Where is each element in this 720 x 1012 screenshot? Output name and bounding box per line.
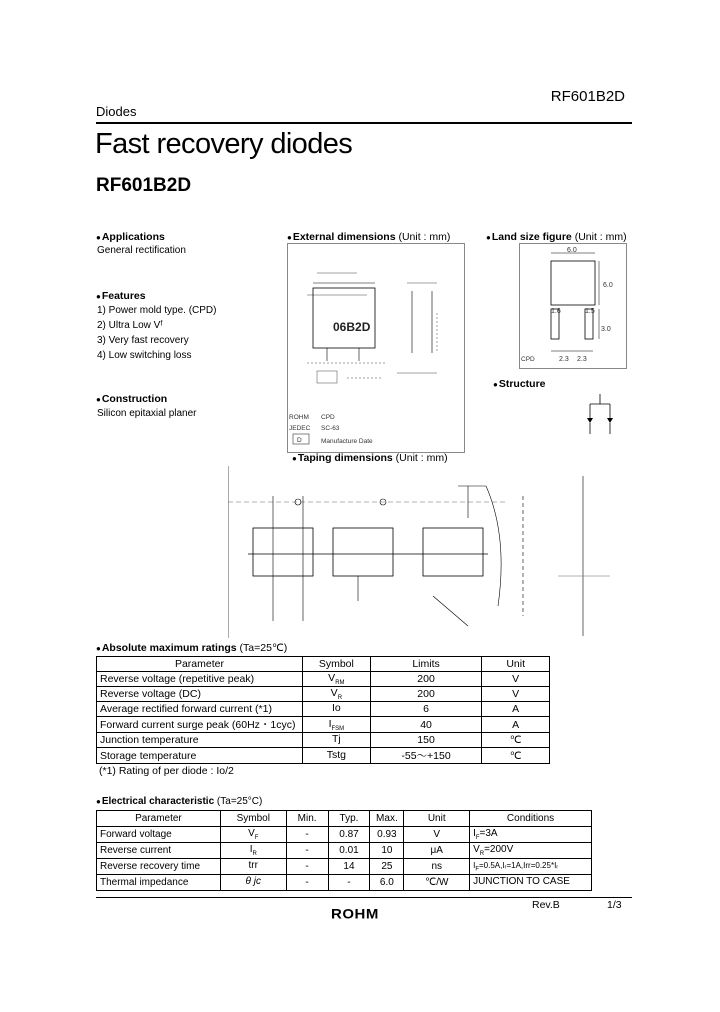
land-pad-width: 1.6	[551, 308, 561, 315]
land-bottom-right: 2.3	[577, 356, 587, 363]
land-pad-height: 3.0	[601, 326, 611, 333]
rohm-logo: ROHM	[331, 906, 379, 923]
elec-header-max: Max.	[370, 811, 404, 827]
applications-heading: ● Applications	[96, 231, 165, 243]
rohm-value: CPD	[321, 414, 335, 421]
table-row: Junction temperature Tj 150 ℃	[97, 733, 550, 748]
land-size-drawing	[519, 243, 627, 369]
rohm-label: ROHM	[289, 414, 309, 421]
date-label: Manufacture Date	[321, 438, 373, 445]
land-package: CPD	[521, 356, 535, 363]
elec-header-conditions: Conditions	[470, 811, 592, 827]
abs-max-header-parameter: Parameter	[97, 657, 303, 672]
table-row: Reverse recovery time trr - 14 25 ns $I_F=0.5A,Iᵣ=1A,Irr=0.25*Iᵣ$	[97, 859, 592, 875]
header-rule	[96, 122, 632, 124]
package-marking: 06B2D	[333, 320, 371, 334]
table-row: Reverse current $I_R$ - 0.01 10 μA $V_R=200V$	[97, 843, 592, 859]
page-subtitle: RF601B2D	[96, 175, 192, 196]
page-number: 1/3	[607, 899, 622, 911]
date-code: D	[297, 437, 302, 444]
footer-rule	[96, 897, 632, 898]
abs-max-header-symbol: Symbol	[302, 657, 370, 672]
abs-max-table	[96, 656, 550, 764]
features-heading: ● Features	[96, 290, 146, 302]
land-top-width: 6.0	[567, 247, 577, 254]
category-label: Diodes	[96, 104, 137, 119]
table-row: Reverse voltage (repetitive peak) $V_{RM}$ 200 V	[97, 672, 550, 687]
table-row: Reverse voltage (DC) $V_R$ 200 V	[97, 687, 550, 702]
elec-header-unit: Unit	[404, 811, 470, 827]
table-row: Forward current surge peak (60Hz・1cyc) $I_{FSM}$ 40 A	[97, 717, 550, 733]
applications-text: General rectification	[97, 245, 186, 256]
table-row: Storage temperature Tstg -55～+150 ℃	[97, 748, 550, 764]
land-right-height: 6.0	[603, 282, 613, 289]
jedec-value: SC-63	[321, 425, 340, 432]
land-size-heading: ● Land size figure (Unit : mm)	[486, 231, 627, 243]
elec-header-min: Min.	[286, 811, 328, 827]
construction-text: Silicon epitaxial planer	[97, 408, 197, 419]
external-dimensions-heading: ● External dimensions (Unit : mm)	[287, 231, 450, 243]
land-pad-spacing: 1.5	[585, 308, 595, 315]
abs-max-note: (*1) Rating of per diode : Io/2	[99, 765, 234, 777]
taping-heading: ● Taping dimensions (Unit : mm)	[292, 452, 448, 464]
table-row: Average rectified forward current (*1) Io 6 A	[97, 702, 550, 717]
structure-heading: ● Structure	[493, 378, 546, 390]
electrical-heading: ● Electrical characteristic (Ta=25°C)	[96, 796, 262, 807]
abs-max-heading: ● Absolute maximum ratings (Ta=25℃)	[96, 642, 287, 654]
list-item: 4) Low switching loss	[97, 350, 192, 361]
elec-header-typ: Typ.	[328, 811, 370, 827]
jedec-label: JEDEC	[289, 425, 311, 432]
list-item: 3) Very fast recovery	[97, 335, 189, 346]
table-row: Forward voltage $V_F$ - 0.87 0.93 V $I_F=3A$	[97, 827, 592, 843]
list-item: 2) Ultra Low Vᶠ	[97, 320, 163, 331]
land-bottom-left: 2.3	[559, 356, 569, 363]
taping-drawing	[228, 466, 610, 638]
structure-diagram	[575, 392, 625, 442]
part-number-top: RF601B2D	[550, 88, 625, 105]
diode-icon	[607, 418, 613, 423]
abs-max-header-unit: Unit	[482, 657, 550, 672]
revision-label: Rev.B	[532, 899, 560, 911]
construction-heading: ● Construction	[96, 393, 167, 405]
external-dimensions-drawing	[287, 243, 465, 453]
elec-header-parameter: Parameter	[97, 811, 221, 827]
diode-icon	[587, 418, 593, 423]
elec-header-symbol: Symbol	[220, 811, 286, 827]
page-title: Fast recovery diodes	[95, 128, 353, 160]
abs-max-header-limits: Limits	[370, 657, 482, 672]
table-row: Thermal impedance θ jc - - 6.0 ℃/W JUNCTION TO CASE	[97, 875, 592, 891]
features-list	[97, 303, 216, 363]
list-item: 1) Power mold type. (CPD)	[97, 305, 217, 316]
electrical-table	[96, 810, 592, 891]
